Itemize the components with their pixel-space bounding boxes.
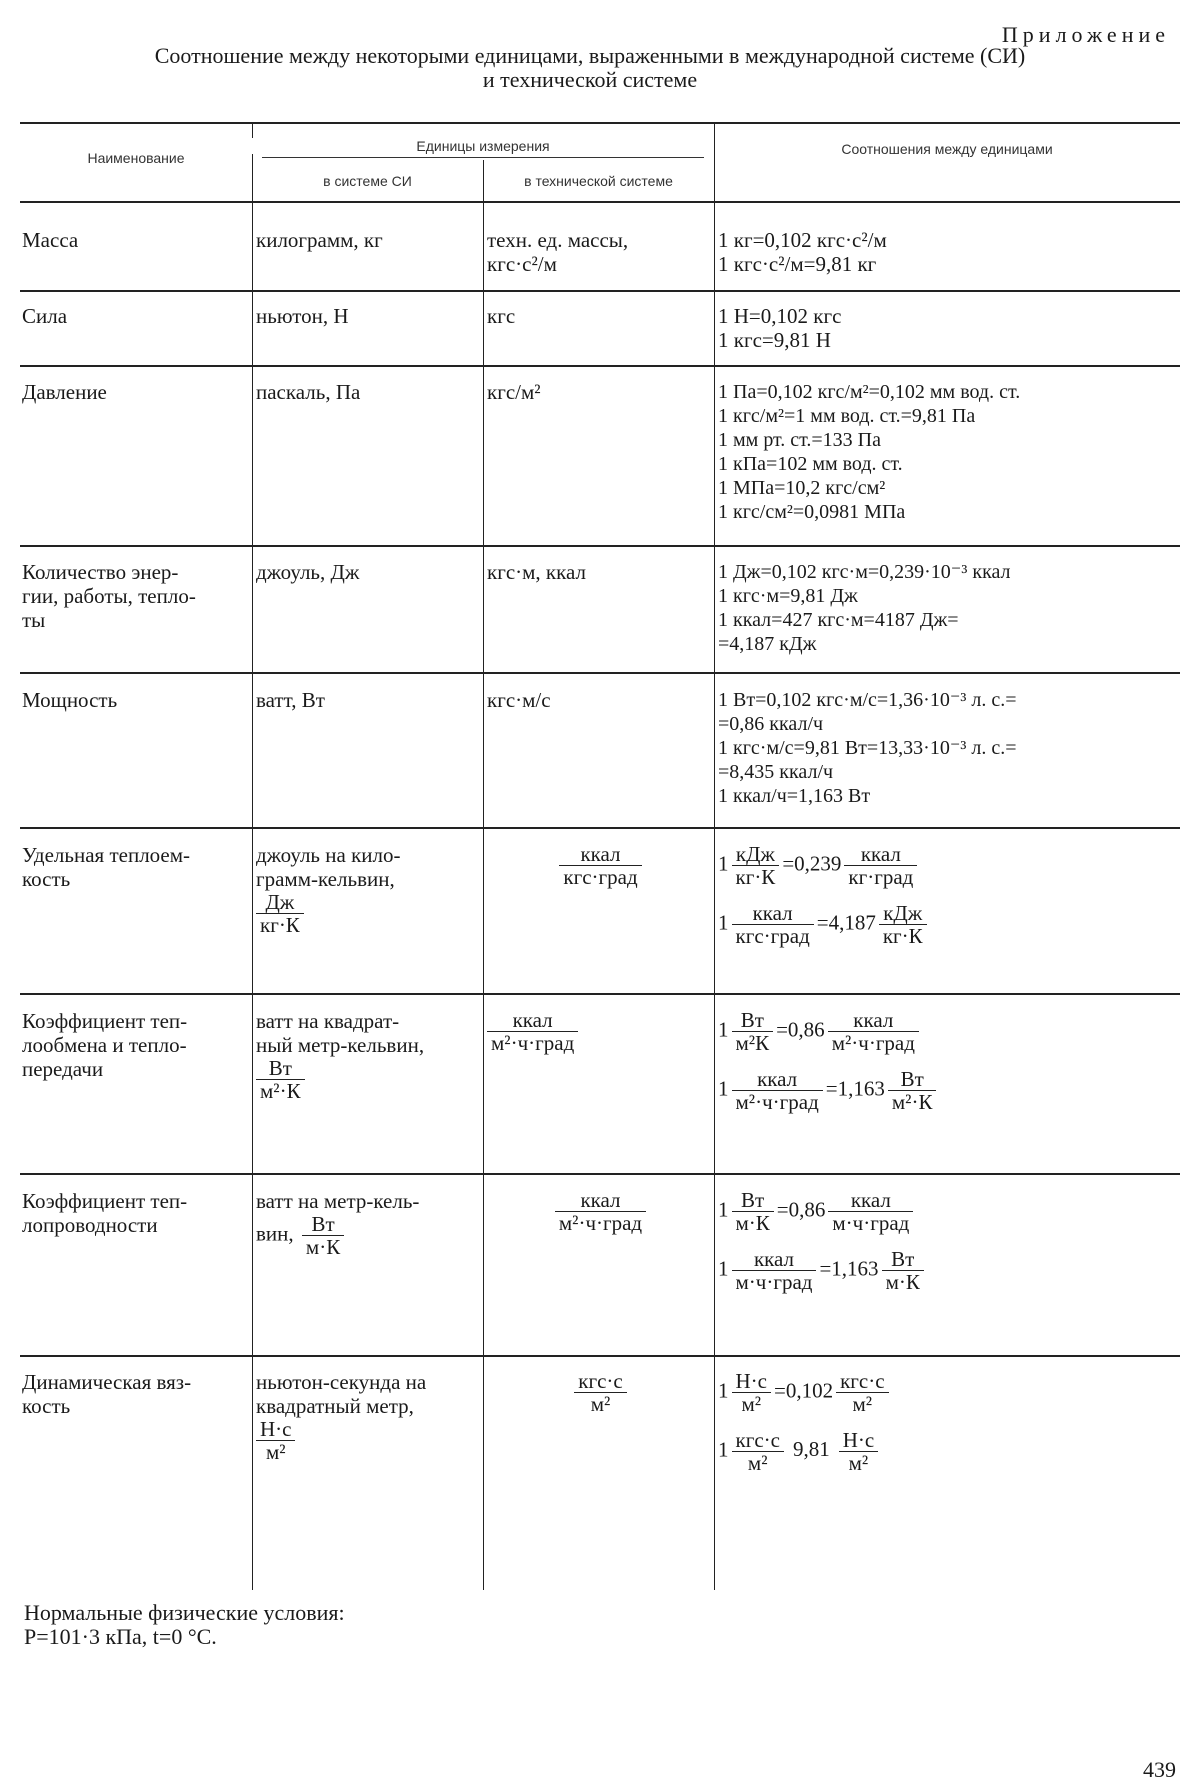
page-title (20, 44, 1160, 92)
row-force-relations: 1 Н=0,102 кгс 1 кгс=9,81 Н (718, 304, 842, 352)
row-force-si: ньютон, Н (256, 304, 349, 328)
row-viscosity-tech (487, 1370, 714, 1415)
relation-equation: 1 $\frac{\text{ккал}}{\text{м·ч·град}}$ =1,163 $\frac{Вт}{м\cdot К}$ (718, 1248, 927, 1293)
row-heattrans-relations (718, 1009, 939, 1127)
row-energy-name: Количество энер- гии, работы, тепло- ты (22, 560, 196, 632)
row-viscosity-si: ньютон-секунда на квадратный метр, $\frac{Н\cdot с}{\text{м²}}$ (256, 1370, 427, 1464)
row-heatcap-tech (487, 843, 714, 888)
tech-unit-fraction: $\frac{\text{ккал}}{\text{кгс·град}}$ (559, 843, 641, 888)
relation-equation: 1 $\frac{Н\cdot с}{\text{м²}}$ =0,102 $\frac{\text{кгс·с}}{\text{м²}}$ (718, 1370, 892, 1415)
row-conduct-si: ватт на метр-кель- вин, $\frac{Вт}{м\cdot К}$ (256, 1189, 420, 1259)
row-heatcap-si: джоуль на кило- грамм-кельвин, $\frac{Дж}{кг\cdot К}$ (256, 843, 401, 937)
relation-equation: 1 $\frac{\text{кДж}}{кг\cdot К}$ =0,239 $\frac{\text{ккал}}{\text{кг·град}}$ (718, 843, 930, 888)
note-line-2: P=101·3 кПа, t=0 °C. (24, 1624, 217, 1649)
row-pressure-name: Давление (22, 380, 107, 404)
appendix-label: Приложение (1001, 22, 1170, 47)
row-conduct-relations (718, 1189, 927, 1307)
table-top-rule (20, 122, 1180, 124)
row-heattrans-tech (487, 1009, 581, 1054)
title-line-1: Соотношение между некоторыми единицами, выраженными в международной системе (СИ) (154, 43, 1026, 68)
header-units: Единицы измерения (252, 138, 714, 154)
row-divider (20, 1355, 1180, 1357)
row-pressure-tech: кгс/м² (487, 380, 541, 404)
row-conduct-tech (487, 1189, 714, 1234)
header-tech: в технической системе (524, 173, 673, 189)
row-divider (20, 290, 1180, 292)
row-divider (20, 827, 1180, 829)
page-number: 439 (1143, 1757, 1176, 1782)
row-divider (20, 545, 1180, 547)
relation-equation: 1 $\frac{\text{кгс·с}}{\text{м²}}$ 9,81 $\frac{Н\cdot с}{\text{м²}}$ (718, 1429, 892, 1474)
column-divider (483, 160, 484, 1590)
row-mass-name: Масса (22, 228, 79, 252)
row-heattrans-si: ватт на квадрат- ный метр-кельвин, $\frac{Вт}{\text{м²·К}}$ (256, 1009, 425, 1103)
relation-equation: 1 $\frac{\text{ккал}}{\text{м²·ч·град}}$ =1,163 $\frac{Вт}{\text{м²·К}}$ (718, 1068, 939, 1113)
row-divider (20, 993, 1180, 995)
row-energy-tech: кгс·м, ккал (487, 560, 586, 584)
row-energy-si: джоуль, Дж (256, 560, 360, 584)
row-divider (20, 365, 1180, 367)
relation-equation: 1 $\frac{Вт}{м\cdot К}$ =0,86 $\frac{\text{ккал}}{\text{м·ч·град}}$ (718, 1189, 927, 1234)
row-pressure-relations: 1 Па=0,102 кгс/м²=0,102 мм вод. ст. 1 кгс/м²=1 мм вод. ст.=9,81 Па 1 мм рт. ст.=133 Па 1 кПа=102 мм вод. ст. 1 МПа=10,2 кгс/см² 1 кгс/см²=0,0981 МПа (718, 381, 1021, 523)
row-mass-relations: 1 кг=0,102 кгс·с²/м 1 кгс·с²/м=9,81 кг (718, 228, 887, 276)
header-bottom-rule (20, 201, 1180, 203)
si-unit-fraction: $\frac{Дж}{кг\cdot К}$ (256, 891, 304, 936)
tech-unit-fraction: $\frac{\text{ккал}}{\text{м²·ч·град}}$ (555, 1189, 646, 1234)
column-divider (714, 122, 715, 1590)
row-energy-relations: 1 Дж=0,102 кгс·м=0,239·10⁻³ ккал 1 кгс·м=9,81 Дж 1 ккал=427 кгс·м=4187 Дж= =4,187 кДж (718, 561, 1011, 655)
row-power-si: ватт, Вт (256, 688, 325, 712)
header-relations: Соотношения между единицами (841, 141, 1053, 157)
tech-unit-fraction: $\frac{\text{ккал}}{\text{м²·ч·град}}$ (487, 1009, 578, 1054)
row-power-name: Мощность (22, 688, 118, 712)
si-unit-fraction: $\frac{Вт}{\text{м²·К}}$ (256, 1057, 305, 1102)
title-line-2: и технической системе (482, 67, 698, 92)
header-si: в системе СИ (323, 173, 412, 189)
row-power-relations: 1 Вт=0,102 кгс·м/с=1,36·10⁻³ л. с.= =0,86 ккал/ч 1 кгс·м/с=9,81 Вт=13,33·10⁻³ л. с.= =8,435 ккал/ч 1 ккал/ч=1,163 Вт (718, 689, 1017, 807)
header-name: Наименование (87, 150, 185, 166)
row-conduct-name: Коэффициент теп- лопроводности (22, 1189, 188, 1237)
relation-equation: 1 $\frac{Вт}{\text{м²К}}$ =0,86 $\frac{\text{ккал}}{\text{м²·ч·град}}$ (718, 1009, 939, 1054)
units-rule (262, 157, 704, 158)
row-heatcap-relations (718, 843, 930, 961)
row-divider (20, 672, 1180, 674)
row-heattrans-name: Коэффициент теп- лообмена и тепло- передачи (22, 1009, 188, 1081)
note-line-1: Нормальные физические условия: (24, 1600, 345, 1625)
row-pressure-si: паскаль, Па (256, 380, 361, 404)
row-force-tech: кгс (487, 304, 516, 328)
row-mass-tech: техн. ед. массы, кгс·с²/м (487, 228, 629, 276)
si-unit-fraction: $\frac{Вт}{м\cdot К}$ (302, 1213, 344, 1258)
row-viscosity-name: Динамическая вяз- кость (22, 1370, 192, 1418)
tech-unit-fraction: $\frac{\text{кгс·с}}{\text{м²}}$ (574, 1370, 626, 1415)
row-viscosity-relations (718, 1370, 892, 1488)
row-power-tech: кгс·м/с (487, 688, 551, 712)
row-divider (20, 1173, 1180, 1175)
normal-conditions-note (24, 1601, 345, 1649)
row-force-name: Сила (22, 304, 68, 328)
relation-equation: 1 $\frac{\text{ккал}}{\text{кгс·град}}$ =4,187 $\frac{\text{кДж}}{кг\cdot К}$ (718, 902, 930, 947)
row-mass-si: килограмм, кг (256, 228, 383, 252)
column-divider (252, 122, 253, 1590)
row-heatcap-name: Удельная теплоем- кость (22, 843, 191, 891)
si-unit-fraction: $\frac{Н\cdot с}{\text{м²}}$ (256, 1418, 295, 1463)
